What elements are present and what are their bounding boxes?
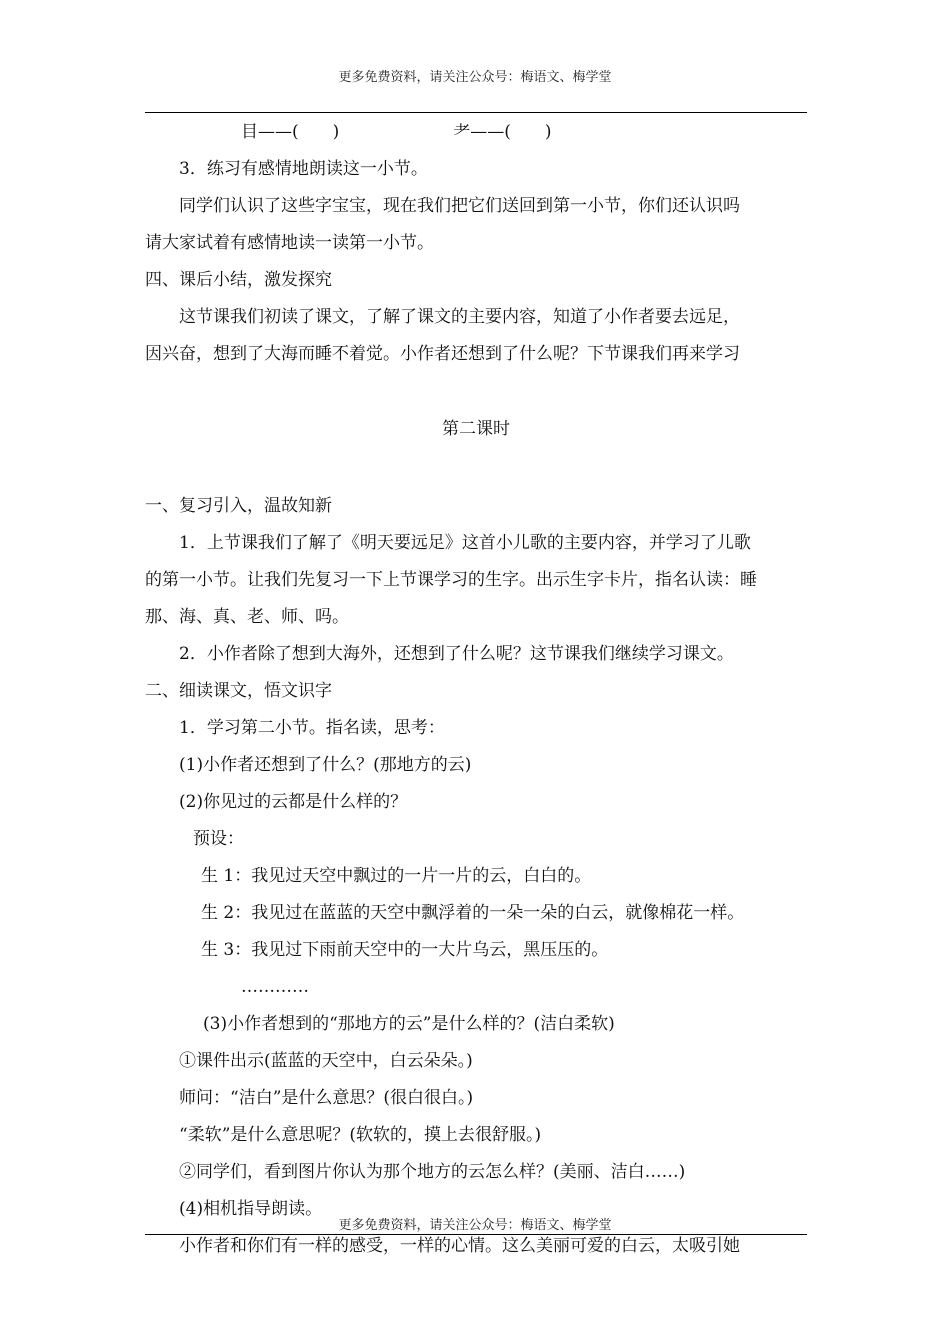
- lesson-title: 第二课时: [442, 419, 510, 439]
- paragraph-line: (1)小作者还想到了什么？(那地方的云): [179, 755, 472, 775]
- paragraph-line: 师问：“洁白”是什么意思？(很白很白。): [179, 1088, 474, 1108]
- paragraph-line: ②同学们，看到图片你认为那个地方的云怎么样？(美丽、洁白……): [179, 1162, 686, 1182]
- page-footer: 更多免费资料，请关注公众号：梅语文、梅学堂: [338, 1218, 612, 1233]
- paragraph-line: 的第一小节。让我们先复习一下上节课学习的生字。出示生字卡片，指名认读：睡: [145, 570, 757, 590]
- document-body: [145, 114, 807, 1265]
- paragraph-line: 2．小作者除了想到大海外，还想到了什么呢？这节课我们继续学习课文。: [179, 644, 734, 664]
- paragraph-line: 1．学习第二小节。指名读，思考：: [179, 718, 445, 738]
- paragraph-line: (4)相机指导朗读。: [179, 1199, 323, 1219]
- section-heading: 一、复习引入，温故知新: [145, 496, 332, 516]
- paragraph-line: “柔软”是什么意思呢？(软软的，摸上去很舒服。): [179, 1125, 542, 1145]
- paragraph-line: 预设：: [193, 829, 244, 849]
- student-answer: 生 3：我见过下雨前天空中的一大片乌云，黑压压的。: [201, 940, 609, 960]
- ellipsis-line: …………: [241, 977, 309, 997]
- page-header: 更多免费资料，请关注公众号：梅语文、梅学堂: [338, 70, 612, 85]
- paragraph-line: ①课件出示(蓝蓝的天空中，白云朵朵。): [179, 1051, 473, 1071]
- student-answer: 生 2：我见过在蓝蓝的天空中飘浮着的一朵一朵的白云，就像棉花一样。: [201, 903, 745, 923]
- char-item-mu: 目——( ): [241, 122, 340, 142]
- paragraph-line: 因兴奋，想到了大海而睡不着觉。小作者还想到了什么呢？下节课我们再来学习: [145, 344, 740, 364]
- paragraph-line: 小作者和你们有一样的感受，一样的心情。这么美丽可爱的白云，太吸引她: [179, 1236, 740, 1256]
- char-structure-line: [145, 114, 807, 151]
- paragraph-line: 3．练习有感情地朗读这一小节。: [179, 159, 428, 179]
- section-heading: 四、课后小结，激发探究: [145, 270, 332, 290]
- char-item-radical: ⺹——( ): [453, 122, 552, 142]
- paragraph-line: 那、海、真、老、师、吗。: [145, 607, 349, 627]
- paragraph-line: 这节课我们初读了课文，了解了课文的主要内容，知道了小作者要去远足，: [179, 307, 740, 327]
- header-rule: [145, 112, 807, 113]
- paragraph-line: (2)你见过的云都是什么样的？: [179, 792, 408, 812]
- paragraph-line: (3)小作者想到的“那地方的云”是什么样的？(洁白柔软): [203, 1014, 615, 1034]
- footer-rule: [145, 1234, 807, 1235]
- paragraph-line: 请大家试着有感情地读一读第一小节。: [145, 233, 434, 253]
- paragraph-line: 1．上节课我们了解了《明天要远足》这首小儿歌的主要内容，并学习了儿歌: [179, 533, 751, 553]
- section-heading: 二、细读课文，悟文识字: [145, 681, 332, 701]
- paragraph-line: 同学们认识了这些字宝宝，现在我们把它们送回到第一小节，你们还认识吗: [179, 196, 740, 216]
- student-answer: 生 1：我见过天空中飘过的一片一片的云，白白的。: [201, 866, 592, 886]
